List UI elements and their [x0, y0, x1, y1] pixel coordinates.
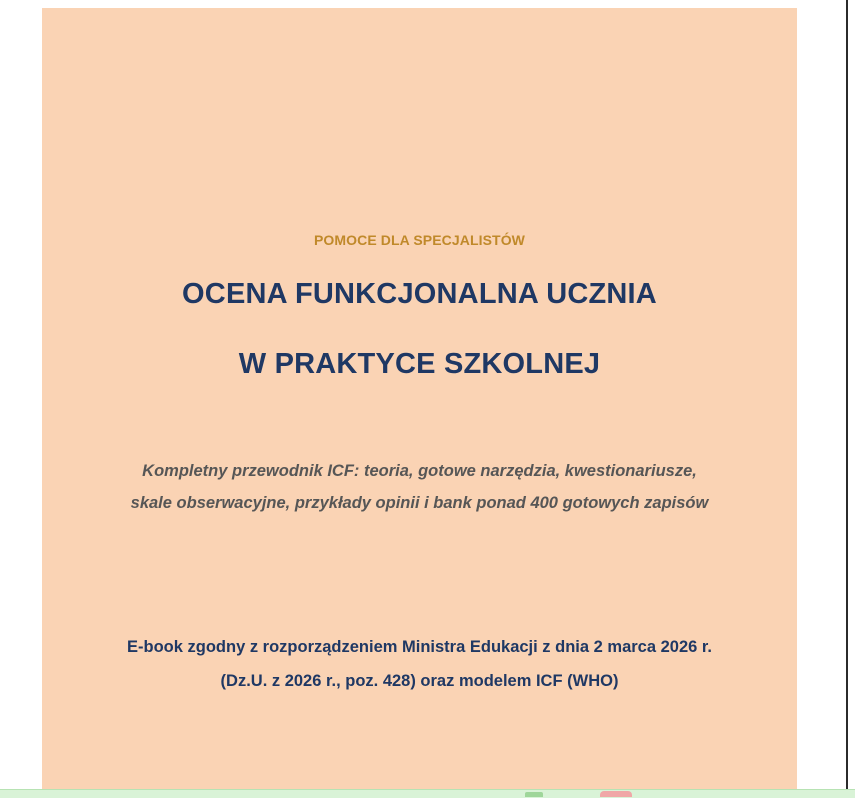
- title-line-1: OCENA FUNKCJONALNA UCZNIA: [182, 278, 657, 310]
- subtitle-line-1: Kompletny przewodnik ICF: teoria, gotowe narzędzia, kwestionariusze,: [142, 462, 697, 480]
- compliance-line-2: (Dz.U. z 2026 r., poz. 428) oraz modelem ICF (WHO): [220, 672, 619, 690]
- viewer-edge: [846, 0, 848, 797]
- subtitle-line-2: skale obserwacyjne, przykłady opinii i bank ponad 400 gotowych zapisów: [130, 494, 709, 512]
- kicker-label: POMOCE DLA SPECJALISTÓW: [313, 232, 525, 248]
- compliance-line-1: E-book zgodny z rozporządzeniem Ministra Edukacji z dnia 2 marca 2026 r.: [127, 638, 712, 656]
- toolbar-red-indicator: [600, 791, 632, 797]
- title-line-2: W PRAKTYCE SZKOLNEJ: [238, 348, 601, 380]
- toolbar-green-indicator: [525, 792, 543, 797]
- document-page: [42, 8, 797, 797]
